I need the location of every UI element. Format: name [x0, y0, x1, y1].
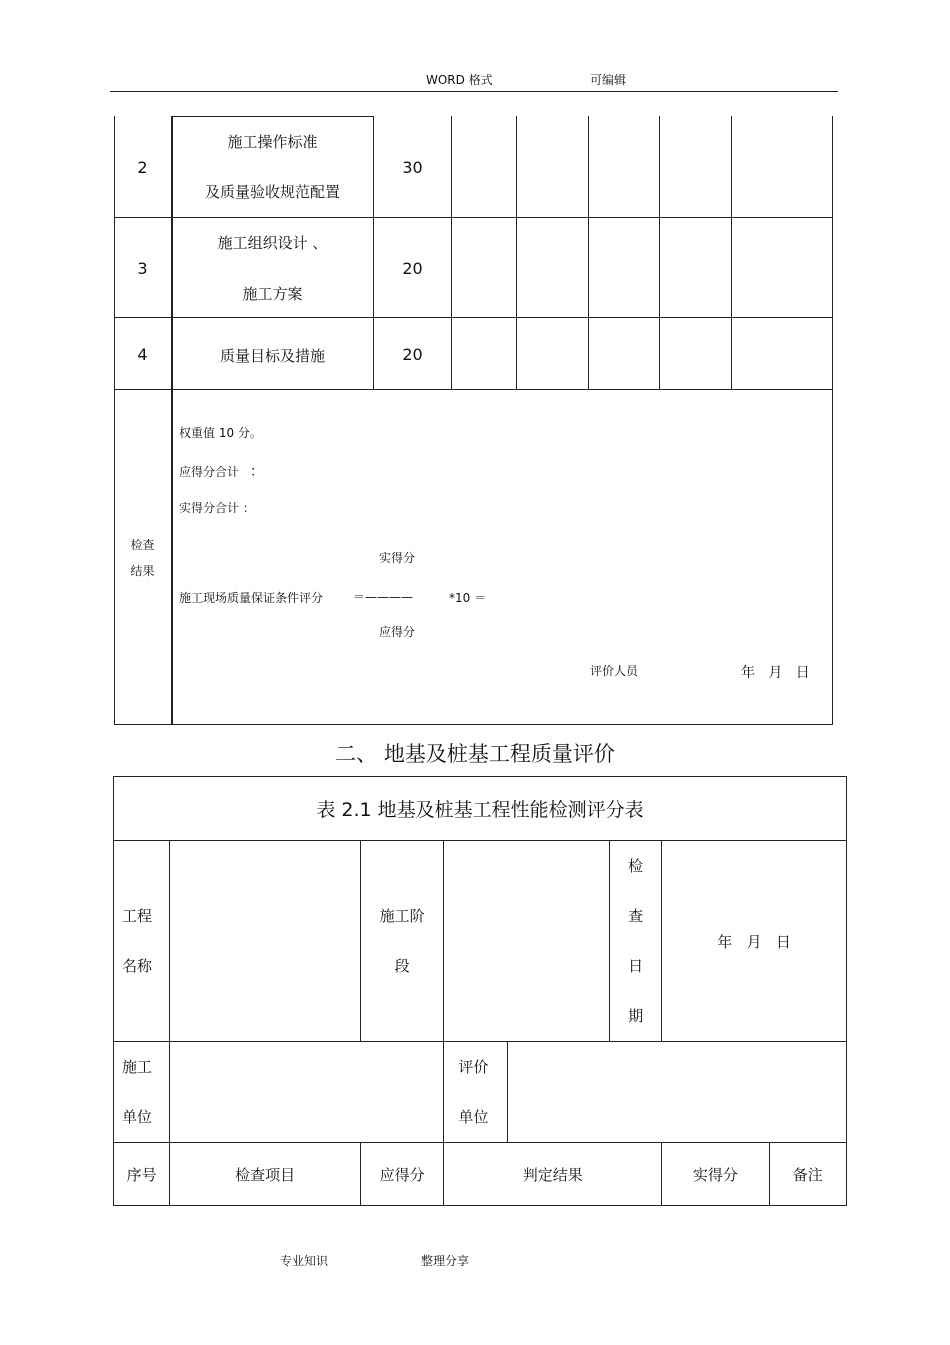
table1-row-score: 30: [402, 158, 423, 177]
header-left: WORD 格式: [426, 73, 493, 87]
table1-row-item: 施工操作标准: [227, 133, 318, 151]
stage-label: 施工阶 段: [360, 841, 443, 1042]
weight-text: 权重值 10 分。: [179, 426, 262, 440]
header-rule: [110, 91, 838, 92]
actual-total-label: 实得分合计 ：: [179, 501, 255, 515]
result-label: 结果: [130, 564, 155, 578]
column-header: 检查项目: [170, 1143, 361, 1206]
formula-line: ＝————: [353, 590, 414, 604]
builder-value: [170, 1042, 444, 1143]
fraction-numerator: 实得分: [379, 551, 416, 565]
fraction-denominator: 应得分: [379, 625, 416, 639]
column-header: 判定结果: [444, 1143, 662, 1206]
table1-row-no: 2: [137, 158, 148, 177]
table1-row-no: 3: [137, 259, 148, 278]
builder-label: 施工 单位: [114, 1042, 170, 1143]
column-header: 实得分: [662, 1143, 769, 1206]
result-label: 检查: [130, 538, 155, 552]
check-date-label: 检 查 日 期: [609, 841, 661, 1042]
project-name-value: [170, 841, 361, 1042]
table1-row-item: 施工组织设计 、: [217, 234, 328, 252]
table1-row-item: 质量目标及措施: [219, 347, 325, 365]
stage-value: [444, 841, 610, 1042]
table1-row-no: 4: [137, 345, 148, 364]
evaluator-unit-label: 评价 单位: [444, 1042, 507, 1143]
header-right: 可编辑: [590, 73, 627, 87]
table2: [113, 776, 847, 1206]
should-total-colon: ：: [250, 464, 264, 480]
footer-left: 专业知识: [280, 1254, 329, 1268]
should-total-label: 应得分合计: [179, 465, 240, 479]
column-header: 序号: [114, 1143, 170, 1206]
section-title: 二、 地基及桩基工程质量评价: [335, 742, 615, 766]
formula-tail: *10 ＝: [449, 591, 487, 605]
table1-row-score: 20: [402, 345, 423, 364]
project-name-label: 工程 名称: [114, 841, 170, 1042]
table1-row-score: 20: [402, 259, 423, 278]
column-header: 应得分: [360, 1143, 443, 1206]
table2-caption: 表 2.1 地基及桩基工程性能检测评分表: [114, 777, 847, 841]
formula-label: 施工现场质量保证条件评分: [179, 591, 324, 605]
evaluator-label: 评价人员: [590, 664, 639, 678]
column-header: 备注: [769, 1143, 846, 1206]
evaluator-unit-value: [507, 1042, 846, 1143]
table1-row-item: 施工方案: [242, 285, 303, 303]
evaluation-date: 年 月 日: [741, 665, 810, 681]
table1-row-item: 及质量验收规范配置: [204, 183, 340, 201]
footer-right: 整理分享: [421, 1254, 470, 1268]
check-date-value: 年 月 日: [662, 841, 847, 1042]
